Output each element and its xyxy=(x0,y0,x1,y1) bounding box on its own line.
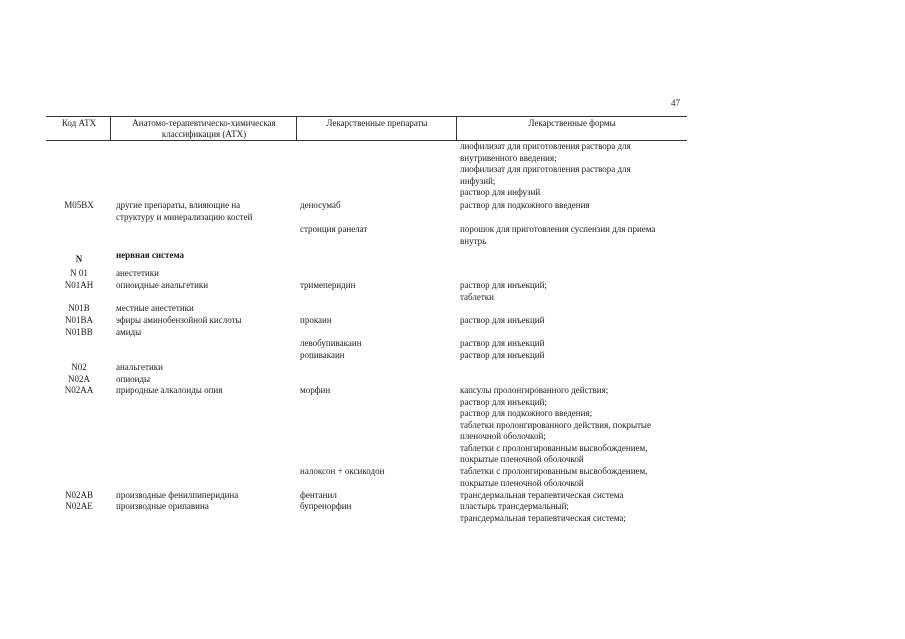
atc-code-cell xyxy=(48,303,110,315)
dosage-forms-cell xyxy=(460,141,688,199)
atc-code-cell xyxy=(48,200,110,212)
drug-name: деносумаб xyxy=(300,200,341,210)
dosage-forms: раствор для инфузий xyxy=(460,187,541,197)
atc-code: N 01 xyxy=(70,268,88,278)
atc-classification: другие препараты, влияющие на xyxy=(116,200,241,210)
atc-classification: производные орипавина xyxy=(116,501,209,511)
drug-name-cell xyxy=(300,350,455,362)
dosage-forms: трансдермальная терапевтическая система; xyxy=(460,512,626,523)
header-divider-1 xyxy=(110,116,111,140)
atc-code: N02A xyxy=(68,374,90,384)
header-divider-2 xyxy=(296,116,297,140)
drug-name: морфин xyxy=(300,385,331,395)
drug-name-cell xyxy=(300,280,455,292)
dosage-forms: лиофилизат для приготовления раствора для xyxy=(460,141,631,151)
drug-name-cell xyxy=(300,501,455,513)
dosage-forms: внутривенного введения; xyxy=(460,152,557,163)
atc-classification: опиоидные анальгетики xyxy=(116,280,209,290)
drug-name: прокаин xyxy=(300,315,332,325)
drug-name: бупренорфин xyxy=(300,501,352,511)
drug-name: тримеперидин xyxy=(300,280,356,290)
atc-classification-cell xyxy=(116,501,296,513)
dosage-forms: раствор для подкожного введения; xyxy=(460,408,593,418)
drug-name: стронция ранелат xyxy=(300,224,368,234)
dosage-forms-cell xyxy=(460,490,688,502)
dosage-forms-cell xyxy=(460,385,688,466)
atc-classification: нервная система xyxy=(116,250,185,260)
atc-classification: амиды xyxy=(116,327,142,337)
dosage-forms: капсулы пролонгированного действия; xyxy=(460,385,609,395)
atc-code-cell xyxy=(48,327,110,339)
dosage-forms: лиофилизат для приготовления раствора для xyxy=(460,164,631,174)
atc-classification-cell xyxy=(116,303,296,315)
atc-classification-cell xyxy=(116,200,296,223)
dosage-forms-cell xyxy=(460,338,688,350)
dosage-forms: таблетки xyxy=(460,291,495,302)
dosage-forms: покрытые пленочной оболочкой xyxy=(460,477,584,488)
atc-code-cell xyxy=(48,501,110,513)
atc-code: N01B xyxy=(68,303,90,313)
atc-code-cell xyxy=(48,315,110,327)
atc-code-cell xyxy=(48,280,110,292)
atc-classification: производные фенилпиперидина xyxy=(116,490,239,500)
table-top-rule xyxy=(46,116,687,117)
header-divider-3 xyxy=(456,116,457,140)
atc-code: M05BX xyxy=(64,200,94,210)
drug-name: фентанил xyxy=(300,490,337,500)
atc-classification: структуру и минерализацию костей xyxy=(116,211,253,222)
drug-name-cell xyxy=(300,490,455,502)
atc-classification-cell xyxy=(116,268,296,280)
atc-classification-cell xyxy=(116,490,296,502)
dosage-forms-cell xyxy=(460,501,688,524)
header-classification-line1: Анатомо-терапевтическо-химическая xyxy=(132,118,276,128)
drug-name-cell xyxy=(300,200,455,212)
atc-code: N xyxy=(75,254,83,264)
atc-code-cell xyxy=(48,374,110,386)
dosage-forms: раствор для инъекций xyxy=(460,315,545,325)
drug-name: левобупивакаин xyxy=(300,338,362,348)
header-drugs: Лекарственные препараты xyxy=(326,118,428,128)
atc-classification-cell xyxy=(116,327,296,339)
dosage-forms: инфузий; xyxy=(460,175,496,186)
atc-classification: природные алкалоиды опия xyxy=(116,385,223,395)
atc-classification-cell xyxy=(116,250,296,262)
atc-code-cell xyxy=(48,385,110,397)
dosage-forms: пленочной оболочкой; xyxy=(460,431,546,441)
atc-code: N02 xyxy=(71,362,87,372)
dosage-forms-cell xyxy=(460,224,688,247)
drug-name-cell xyxy=(300,315,455,327)
atc-code: N02AB xyxy=(64,490,93,500)
atc-classification-cell xyxy=(116,280,296,292)
atc-classification: местные анестетики xyxy=(116,303,194,313)
dosage-forms-cell xyxy=(460,315,688,327)
atc-classification-cell xyxy=(116,374,296,386)
header-classification-line2: классификация (АТХ) xyxy=(161,128,247,139)
dosage-forms: порошок для приготовления суспензии для приема xyxy=(460,224,656,234)
drug-name-cell xyxy=(300,466,455,478)
dosage-forms: таблетки с пролонгированным высвобождением, xyxy=(460,442,648,453)
drug-name: ропивакаин xyxy=(300,350,345,360)
atc-classification-cell xyxy=(116,315,296,327)
atc-code: N01AH xyxy=(64,280,94,290)
dosage-forms: таблетки пролонгированного действия, покрытые xyxy=(460,419,651,430)
dosage-forms: покрытые пленочной оболочкой xyxy=(460,454,584,464)
atc-classification: эфиры аминобензойной кислоты xyxy=(116,315,242,325)
dosage-forms: раствор для инъекций; xyxy=(460,396,547,407)
header-forms: Лекарственные формы xyxy=(528,118,616,128)
dosage-forms-cell xyxy=(460,350,688,362)
atc-classification: опиоиды xyxy=(116,374,151,384)
dosage-forms: раствор для инъекций xyxy=(460,350,545,360)
header-code: Код АТХ xyxy=(61,118,97,128)
dosage-forms: трансдермальная терапевтическая система xyxy=(460,490,624,500)
dosage-forms-cell xyxy=(460,200,688,212)
atc-code: N01BB xyxy=(65,327,93,337)
atc-code: N01BA xyxy=(64,315,93,325)
dosage-forms: пластырь трансдермальный; xyxy=(460,501,569,511)
drug-name-cell xyxy=(300,385,455,397)
atc-code: N02AE xyxy=(65,501,93,511)
atc-classification: анестетики xyxy=(116,268,159,278)
dosage-forms-cell xyxy=(460,280,688,303)
dosage-forms: таблетки с пролонгированным высвобождением, xyxy=(460,466,648,476)
atc-classification-cell xyxy=(116,362,296,374)
atc-classification: анальгетики xyxy=(116,362,163,372)
dosage-forms: раствор для подкожного введения xyxy=(460,200,590,210)
drug-name: налоксон + оксикодон xyxy=(300,466,385,476)
dosage-forms: раствор для инъекций xyxy=(460,338,545,348)
atc-code-cell xyxy=(48,254,110,266)
atc-code-cell xyxy=(48,362,110,374)
drug-name-cell xyxy=(300,338,455,350)
atc-code-cell xyxy=(48,268,110,280)
header-classification xyxy=(112,118,296,139)
atc-classification-cell xyxy=(116,385,296,397)
dosage-forms: внутрь xyxy=(460,235,487,246)
page-number: 47 xyxy=(671,98,680,108)
atc-code: N02AA xyxy=(64,385,94,395)
dosage-forms: раствор для инъекций; xyxy=(460,280,547,290)
dosage-forms-cell xyxy=(460,466,688,489)
drug-name-cell xyxy=(300,224,455,236)
atc-code-cell xyxy=(48,490,110,502)
